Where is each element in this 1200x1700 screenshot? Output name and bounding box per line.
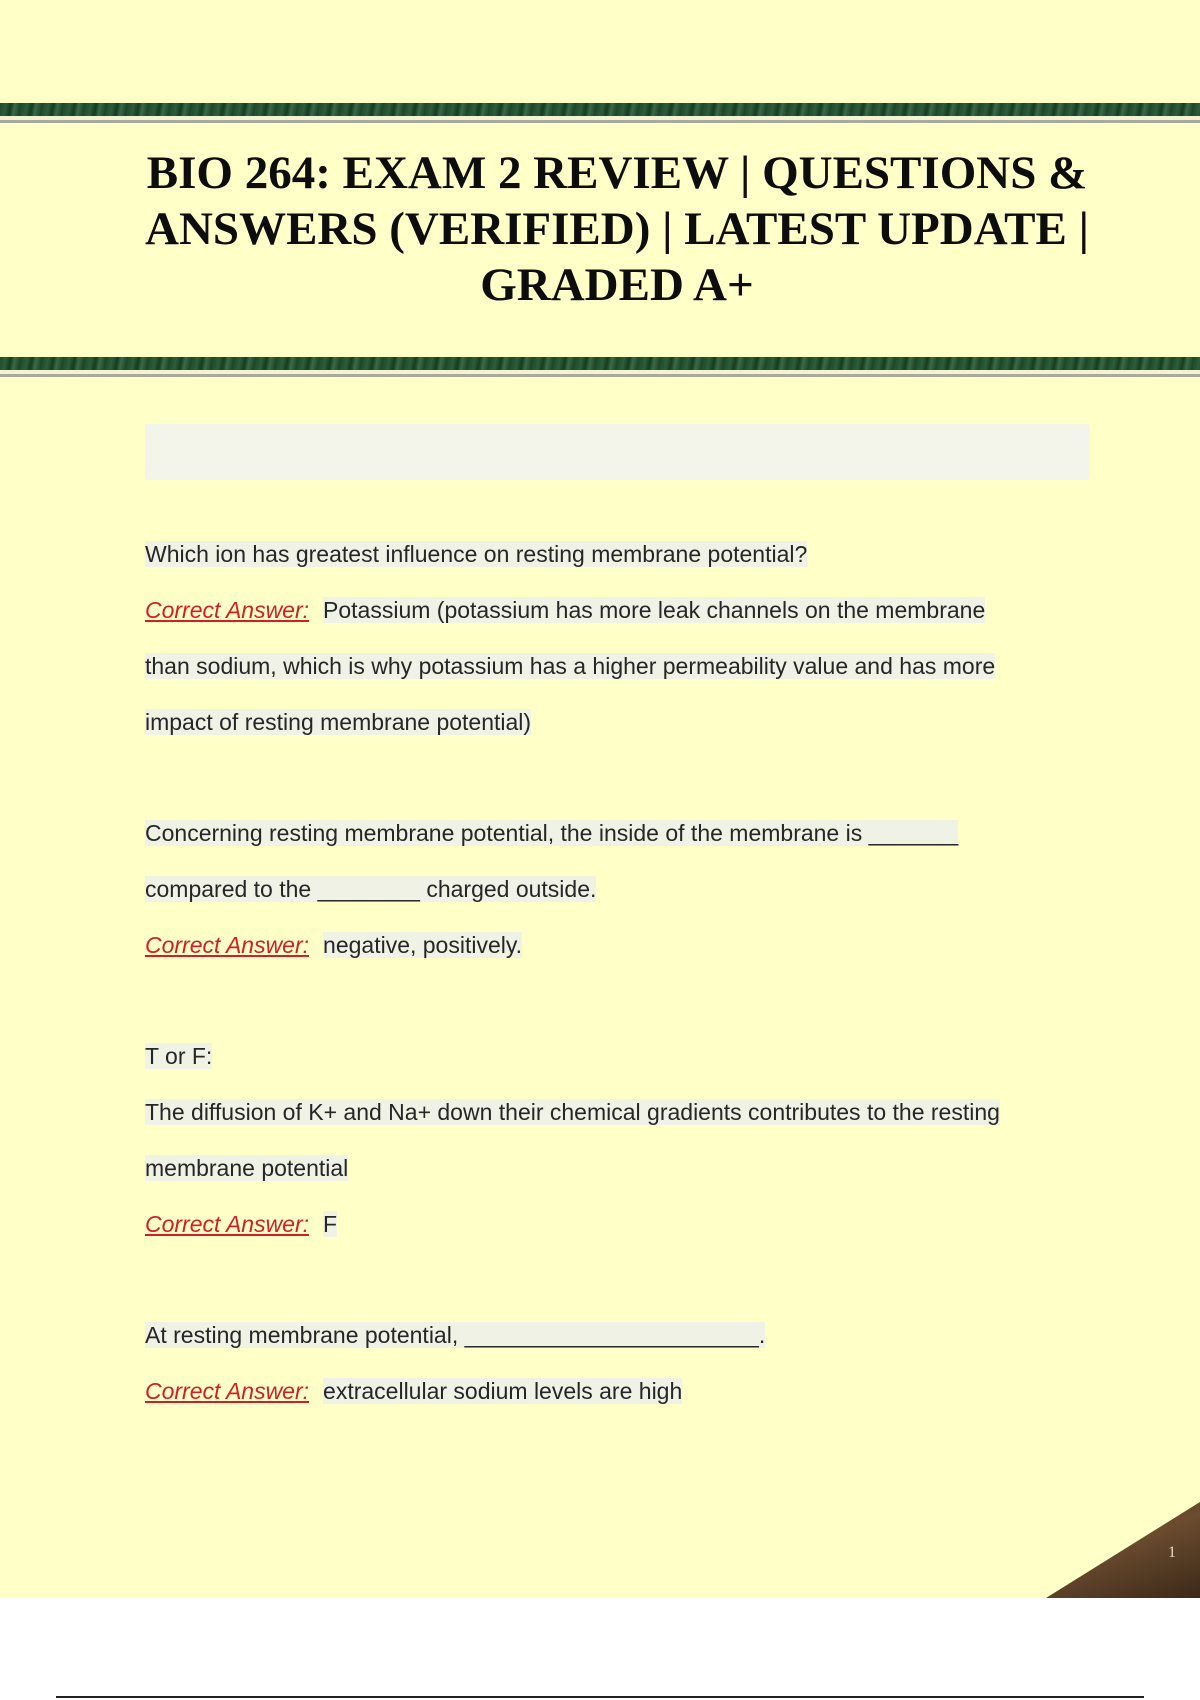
question-line: Which ion has greatest influence on resting membrane potential? (145, 541, 808, 567)
qa-list (145, 526, 1090, 1419)
correct-answer-label: Correct Answer: (145, 1211, 310, 1237)
answer-line: extracellular sodium levels are high (323, 1378, 683, 1404)
answer-line: impact of resting membrane potential) (145, 709, 532, 735)
page-corner-decoration (1046, 1502, 1200, 1598)
question-line: The diffusion of K+ and Na+ down their chemical gradients contributes to the resting (145, 1099, 1000, 1125)
decorative-band-top (0, 103, 1200, 123)
qa-item (145, 526, 1090, 750)
question-line: compared to the ________ charged outside. (145, 876, 597, 902)
page-number: 1 (1168, 1544, 1176, 1561)
answer-line: F (323, 1211, 338, 1237)
correct-answer-label: Correct Answer: (145, 932, 310, 958)
question-line: Concerning resting membrane potential, the inside of the membrane is _______ (145, 820, 959, 846)
answer-line: Potassium (potassium has more leak channels on the membrane (323, 597, 986, 623)
question-line: T or F: (145, 1043, 213, 1069)
qa-item (145, 1028, 1090, 1252)
footer-rule (56, 1696, 1144, 1698)
qa-item (145, 805, 1090, 973)
document-title: BIO 264: EXAM 2 REVIEW | QUESTIONS & ANSWERS (VERIFIED) | LATEST UPDATE | GRADED A+ (145, 147, 1089, 311)
correct-answer-label: Correct Answer: (145, 597, 310, 623)
blank-highlight-bar (145, 424, 1090, 480)
correct-answer-label: Correct Answer: (145, 1378, 310, 1404)
question-line: membrane potential (145, 1155, 349, 1181)
question-line: At resting membrane potential, _______________________. (145, 1322, 766, 1348)
answer-line: than sodium, which is why potassium has a higher permeability value and has more (145, 653, 996, 679)
decorative-band-bottom (0, 357, 1200, 377)
qa-item (145, 1307, 1090, 1419)
answer-line: negative, positively. (323, 932, 523, 958)
